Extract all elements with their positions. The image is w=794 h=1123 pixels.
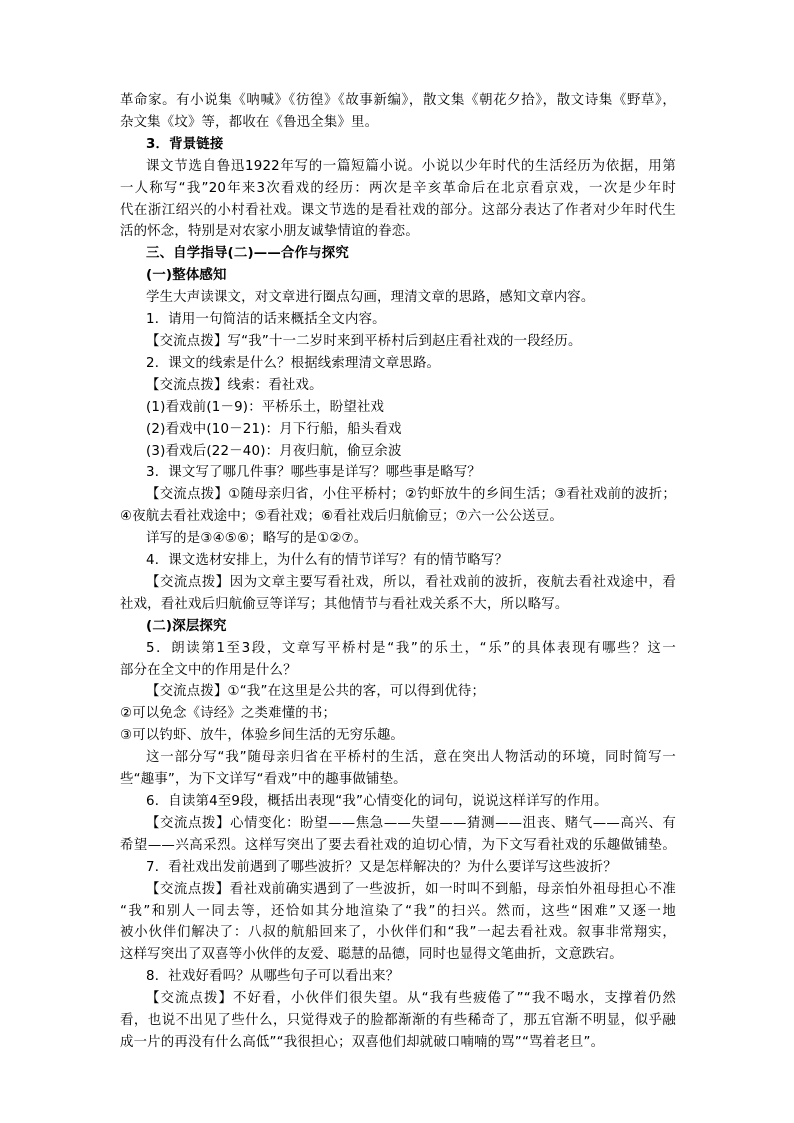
answer-line: 【交流点拨】因为文章主要写看社戏，所以，看社戏前的波折，夜航去看社戏途中，看 xyxy=(146,574,676,590)
question-line: 3．课文写了哪几件事？哪些事是详写？哪些事是略写？ xyxy=(146,465,481,481)
outline-item: (3)看戏后(22－40)：月夜归航，偷豆余波 xyxy=(146,443,402,459)
question-line: 5．朗读第1至3段，文章写平桥村是“我”的乐土，“乐”的具体表现有哪些？这一 xyxy=(146,640,676,656)
answer-line: 【交流点拨】①随母亲归省，小住平桥村；②钓虾放牛的乡间生活；③看社戏前的波折； xyxy=(146,487,676,503)
answer-line: 【交流点拨】写“我”十一二岁时来到平桥村后到赵庄看社戏的一段经历。 xyxy=(146,333,582,349)
question-line: 2．课文的线索是什么？根据线索理清文章思路。 xyxy=(146,355,441,371)
answer-line: 【交流点拨】不好看，小伙伴们很失望。从“我有些疲倦了”“我不喝水，支撑着仍然 xyxy=(146,991,676,1007)
text-line: 详写的是③④⑤⑥；略写的是①②⑦。 xyxy=(146,531,368,547)
answer-line: 【交流点拨】心情变化：盼望——焦急——失望——猜测——沮丧、赌气——高兴、有 xyxy=(146,815,676,831)
outline-item: (2)看戏中(10－21)：月下行船，船头看戏 xyxy=(146,421,402,437)
question-line: 4．课文选材安排上，为什么有的情节详写？有的情节略写？ xyxy=(146,553,509,569)
text-line: 被小伙伴们解决了：八叔的航船回来了，小伙伴们和“我”一起去看社戏。叙事非常翔实， xyxy=(120,925,676,941)
text-line: 社戏，看社戏后归航偷豆等详写；其他情节与看社戏关系不大，所以略写。 xyxy=(120,596,569,612)
text-line: 这样写突出了双喜等小伙伴的友爱、聪慧的品德，同时也显得文笔曲折，文意跌宕。 xyxy=(120,947,623,963)
text-line: 些“趣事”，为下文详写“看戏”中的趣事做铺垫。 xyxy=(120,772,407,788)
text-line: 杂文集《坟》等，都收在《鲁迅全集》里。 xyxy=(120,114,379,130)
text-line: 课文节选自鲁迅1922年写的一篇短篇小说。小说以少年时代的生活经历为依据，用第 xyxy=(146,158,676,174)
answer-line: 【交流点拨】①“我”在这里是公共的客，可以得到优待； xyxy=(146,684,486,700)
text-line: 成一片的再没有什么高低”“我很担心；双喜他们却就破口喃喃的骂”“骂着老旦”。 xyxy=(120,1034,605,1050)
text-line: “我”和别人一同去等，还恰如其分地渲染了“我”的扫兴。然而，这些“困难”又逐一地 xyxy=(120,903,676,919)
text-line: 一人称写“我”20年来3次看戏的经历：两次是辛亥革命后在北京看京戏，一次是少年时 xyxy=(120,180,676,196)
outline-item: (1)看戏前(1－9)：平桥乐土，盼望社戏 xyxy=(146,399,385,415)
subsection-heading: (二)深层探究 xyxy=(146,618,227,634)
section-heading: 3．背景链接 xyxy=(146,136,224,152)
question-line: 8．社戏好看吗？从哪些句子可以看出来？ xyxy=(146,969,400,985)
text-line: 学生大声读课文，对文章进行圈点勾画，理清文章的思路，感知文章内容。 xyxy=(146,290,595,306)
subsection-heading: (一)整体感知 xyxy=(146,268,227,284)
answer-line: 【交流点拨】看社戏前确实遇到了一些波折，如一时叫不到船，母亲怕外祖母担心不准 xyxy=(146,881,676,897)
text-line: 希望——兴高采烈。这样写突出了要去看社戏的迫切心情，为下文写看社戏的乐趣做铺垫。 xyxy=(120,837,676,853)
text-line: ②可以免念《诗经》之类难懂的书； xyxy=(120,706,337,722)
document-body xyxy=(120,90,676,1054)
text-line: ③可以钓虾、放牛，体验乡间生活的无穷乐趣。 xyxy=(120,728,405,744)
question-line: 1．请用一句简洁的话来概括全文内容。 xyxy=(146,312,386,328)
text-line: ④夜航去看社戏途中；⑤看社戏；⑥看社戏后归航偷豆；⑦六一公公送豆。 xyxy=(120,509,563,525)
text-line: 这一部分写“我”随母亲归省在平桥村的生活，意在突出人物活动的环境，同时简写一 xyxy=(146,750,676,766)
section-heading: 三、自学指导(二)——合作与探究 xyxy=(146,246,349,262)
text-line: 革命家。有小说集《呐喊》《彷徨》《故事新编》，散文集《朝花夕拾》，散文诗集《野草》， xyxy=(120,93,676,108)
text-line: 看，也说不出见了些什么，只觉得戏子的脸都渐渐的有些稀奇了，那五官渐不明显，似乎融 xyxy=(120,1013,676,1029)
answer-line: 【交流点拨】线索：看社戏。 xyxy=(146,377,323,393)
question-line: 7．看社戏出发前遇到了哪些波折？又是怎样解决的？为什么要详写这些波折？ xyxy=(146,859,617,875)
text-line: 部分在全文中的作用是什么？ xyxy=(120,662,297,678)
text-line: 活的怀念，特别是对农家小朋友诚挚情谊的眷恋。 xyxy=(120,224,419,240)
text-line: 代在浙江绍兴的小村看社戏。课文节选的是看社戏的部分。这部分表达了作者对少年时代生 xyxy=(120,202,676,218)
question-line: 6．自读第4至9段，概括出表现“我”心情变化的词句，说说这样详写的作用。 xyxy=(146,794,608,809)
